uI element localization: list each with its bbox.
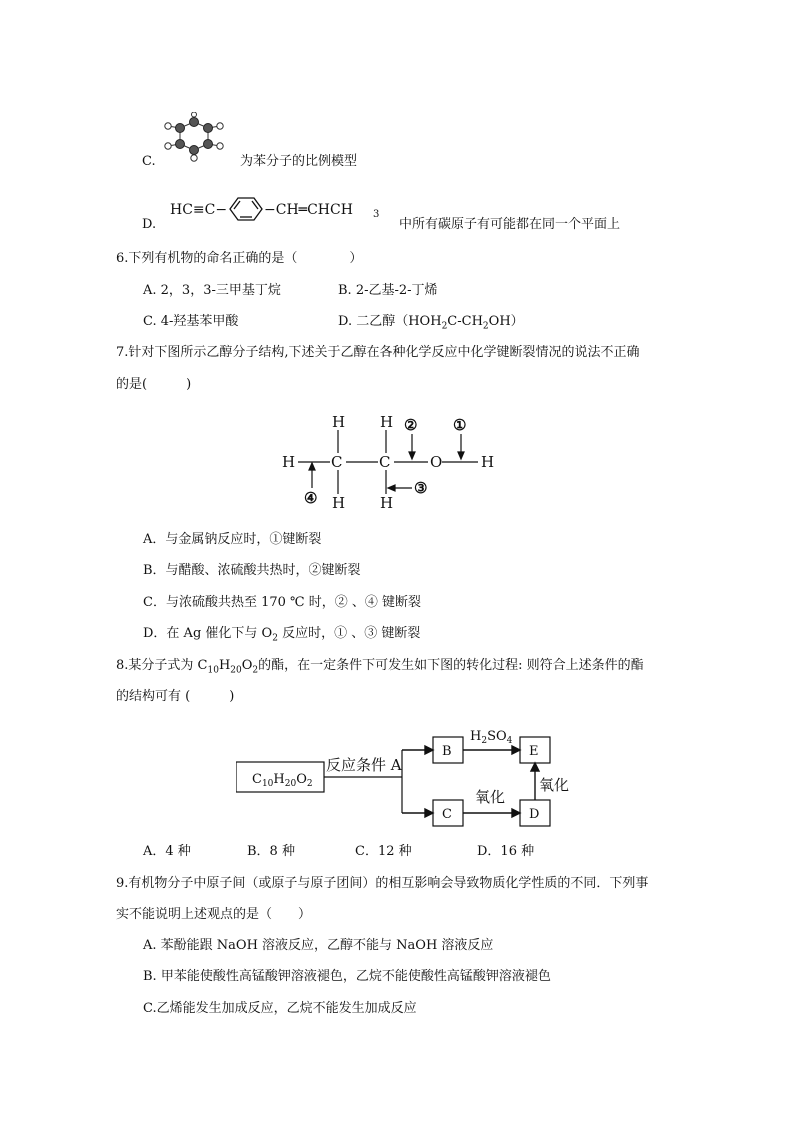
formula-left-text: HC≡C−	[170, 202, 228, 218]
q7-option-b: B．与醋酸、浓硫酸共热时，②键断裂	[143, 563, 361, 578]
q6-d-pre: D. 二乙醇（HOH	[338, 314, 442, 329]
node-d: D	[529, 807, 540, 822]
q8-stem-line2: 的结构可有 ( )	[116, 689, 235, 704]
item-d-text: 中所有碳原子有可能都在同一个平面上	[399, 217, 621, 232]
marker-3: ③	[414, 479, 428, 497]
item-c-letter: C.	[142, 154, 156, 169]
item-c-text: 为苯分子的比例模型	[240, 154, 358, 169]
q7-d-post: 反应时，① 、③ 键断裂	[277, 626, 421, 641]
node-c: C	[442, 807, 452, 822]
atom-h-right: H	[481, 453, 495, 471]
q8-reaction-diagram	[236, 722, 576, 828]
q6-option-d	[338, 314, 524, 335]
q6-stem: 6.下列有机物的命名正确的是（ ）	[116, 251, 363, 266]
q8-stem-pre: 8.某分子式为 C	[116, 658, 208, 673]
q7-d-pre: D．在 Ag 催化下与 O	[143, 626, 273, 641]
q8-option-b: B．8 种	[247, 844, 295, 859]
q8-stem-s1: 10	[207, 665, 219, 676]
q8-stem-s3: 2	[252, 665, 259, 676]
q8-option-c: C．12 种	[355, 844, 412, 859]
start-compound: $C_{10}H_{20}O_2$	[252, 772, 313, 789]
q9-stem-line2: 实不能说明上述观点的是（ ）	[116, 907, 312, 922]
marker-1: ①	[453, 416, 467, 434]
q8-stem-s2: 20	[230, 665, 242, 676]
q9-option-a: A. 苯酚能跟 NaOH 溶液反应，乙醇不能与 NaOH 溶液反应	[143, 938, 494, 953]
condition-label: 反应条件 A	[326, 756, 402, 774]
q6-d-sub2: 2	[482, 321, 489, 332]
q6-d-post: OH）	[488, 314, 524, 329]
item-d-letter: D.	[142, 217, 157, 232]
atom-c2: C	[379, 453, 391, 471]
oxidation-label-bottom: 氧化	[475, 788, 506, 806]
q6-option-c: C. 4-羟基苯甲酸	[143, 314, 239, 329]
q7-option-d	[143, 626, 420, 647]
formula-right-text: −CH═CHCH	[264, 202, 353, 218]
q8-stem-o: O	[241, 658, 253, 673]
item-d-formula	[168, 193, 393, 225]
q8-option-d: D．16 种	[477, 844, 535, 859]
atom-h-left: H	[282, 453, 296, 471]
q9-option-c: C.乙烯能发生加成反应，乙烷不能发生加成反应	[143, 1001, 417, 1016]
q7-stem-line1: 7.针对下图所示乙醇分子结构,下述关于乙醇在各种化学反应中化学键断裂情况的说法不正确	[116, 345, 640, 360]
q9-stem-line1: 9.有机物分子中原子间（或原子与原子团间）的相互影响会导致物质化学性质的不同．下列事	[116, 876, 649, 891]
acid-label: $H_2SO_4$	[470, 729, 513, 746]
marker-2: ②	[404, 416, 418, 434]
marker-4: ④	[304, 489, 318, 507]
q7-stem-line2: 的是( )	[116, 377, 192, 392]
atom-o: O	[430, 453, 443, 471]
q6-d-mid: C-CH	[447, 314, 483, 329]
q7-option-a: A．与金属钠反应时，①键断裂	[143, 532, 322, 547]
q8-option-a: A．4 种	[143, 844, 191, 859]
q8-stem-post: 的酯，在一定条件下可发生如下图的转化过程: 则符合上述条件的酯	[258, 658, 644, 673]
q6-option-a: A. 2，3，3-三甲基丁烷	[143, 283, 281, 298]
atom-h-c1-bottom: H	[332, 494, 346, 512]
atom-h-c1-top: H	[332, 413, 346, 431]
oxidation-label-right: 氧化	[539, 776, 570, 794]
q8-stem-line1	[116, 658, 644, 679]
q9-option-b: B. 甲苯能使酸性高锰酸钾溶液褪色，乙烷不能使酸性高锰酸钾溶液褪色	[143, 969, 551, 984]
formula-sub-3: 3	[373, 209, 380, 220]
q7-option-c: C．与浓硫酸共热至 170 ℃ 时，② 、④ 键断裂	[143, 595, 421, 610]
q8-stem-h: H	[218, 658, 231, 673]
benzene-model-figure	[158, 112, 230, 166]
node-e: E	[529, 744, 539, 759]
node-b: B	[442, 744, 452, 759]
atom-h-c2-bottom: H	[380, 494, 394, 512]
ethanol-structure-diagram	[276, 410, 508, 514]
q6-option-b: B. 2-乙基-2-丁烯	[338, 283, 438, 298]
atom-c1: C	[331, 453, 343, 471]
q7-d-sub: 2	[272, 633, 278, 644]
atom-h-c2-top: H	[380, 413, 394, 431]
q6-d-sub1: 2	[441, 321, 448, 332]
